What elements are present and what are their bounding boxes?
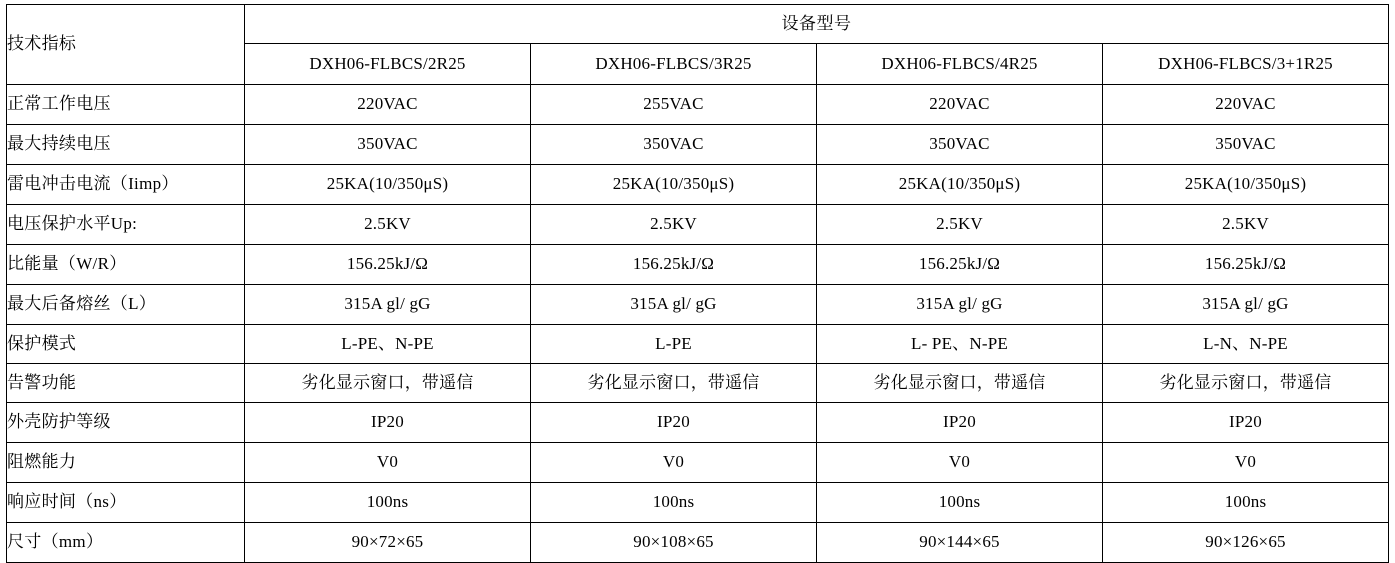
spec-sheet xyxy=(0,4,1395,551)
table-row xyxy=(7,85,1389,125)
row-value: 156.25kJ/Ω xyxy=(817,245,1103,285)
specification-table xyxy=(6,4,1389,563)
row-value: 315A gl/ gG xyxy=(1103,285,1389,325)
table-row xyxy=(7,523,1389,563)
row-value: 90×144×65 xyxy=(817,523,1103,563)
row-value: 156.25kJ/Ω xyxy=(245,245,531,285)
row-value: 100ns xyxy=(531,483,817,523)
row-value: 100ns xyxy=(1103,483,1389,523)
header-technical-index: 技术指标 xyxy=(7,5,245,85)
row-value: 2.5KV xyxy=(245,205,531,245)
row-value: L-PE、N-PE xyxy=(245,325,531,364)
row-label: 最大持续电压 xyxy=(7,125,245,165)
row-label: 响应时间（ns） xyxy=(7,483,245,523)
row-value: IP20 xyxy=(245,403,531,443)
row-value: 劣化显示窗口，带遥信 xyxy=(1103,364,1389,403)
table-row xyxy=(7,285,1389,325)
row-value: 220VAC xyxy=(1103,85,1389,125)
row-value: 315A gl/ gG xyxy=(245,285,531,325)
row-value: IP20 xyxy=(1103,403,1389,443)
row-value: IP20 xyxy=(531,403,817,443)
model-column-header: DXH06-FLBCS/3+1R25 xyxy=(1103,44,1389,85)
row-value: V0 xyxy=(531,443,817,483)
row-label: 外壳防护等级 xyxy=(7,403,245,443)
row-label: 保护模式 xyxy=(7,325,245,364)
row-value: 220VAC xyxy=(245,85,531,125)
row-label: 电压保护水平Up: xyxy=(7,205,245,245)
row-value: 25KA(10/350μS) xyxy=(817,165,1103,205)
table-row xyxy=(7,245,1389,285)
row-value: 315A gl/ gG xyxy=(531,285,817,325)
row-value: 100ns xyxy=(245,483,531,523)
row-value: 2.5KV xyxy=(531,205,817,245)
table-row xyxy=(7,125,1389,165)
table-row xyxy=(7,364,1389,403)
table-row xyxy=(7,205,1389,245)
row-value: 25KA(10/350μS) xyxy=(1103,165,1389,205)
table-row xyxy=(7,483,1389,523)
row-value: L-PE xyxy=(531,325,817,364)
row-value: 156.25kJ/Ω xyxy=(531,245,817,285)
row-value: 220VAC xyxy=(817,85,1103,125)
row-label: 正常工作电压 xyxy=(7,85,245,125)
row-value: 350VAC xyxy=(245,125,531,165)
row-value: 劣化显示窗口，带遥信 xyxy=(817,364,1103,403)
row-value: L-N、N-PE xyxy=(1103,325,1389,364)
model-column-header: DXH06-FLBCS/4R25 xyxy=(817,44,1103,85)
row-value: V0 xyxy=(245,443,531,483)
table-header-row-group xyxy=(7,5,1389,44)
row-value: 2.5KV xyxy=(1103,205,1389,245)
table-row xyxy=(7,443,1389,483)
row-value: 350VAC xyxy=(531,125,817,165)
row-value: 255VAC xyxy=(531,85,817,125)
table-row xyxy=(7,403,1389,443)
table-row xyxy=(7,165,1389,205)
row-value: 劣化显示窗口，带遥信 xyxy=(245,364,531,403)
row-value: 315A gl/ gG xyxy=(817,285,1103,325)
row-label: 尺寸（mm） xyxy=(7,523,245,563)
row-value: V0 xyxy=(817,443,1103,483)
row-value: 90×72×65 xyxy=(245,523,531,563)
row-value: 100ns xyxy=(817,483,1103,523)
row-value: IP20 xyxy=(817,403,1103,443)
row-value: L- PE、N-PE xyxy=(817,325,1103,364)
row-value: 劣化显示窗口，带遥信 xyxy=(531,364,817,403)
row-label: 雷电冲击电流（Iimp） xyxy=(7,165,245,205)
row-value: 25KA(10/350μS) xyxy=(245,165,531,205)
row-value: V0 xyxy=(1103,443,1389,483)
row-label: 告警功能 xyxy=(7,364,245,403)
table-row xyxy=(7,325,1389,364)
row-value: 2.5KV xyxy=(817,205,1103,245)
row-value: 25KA(10/350μS) xyxy=(531,165,817,205)
row-value: 156.25kJ/Ω xyxy=(1103,245,1389,285)
row-value: 90×108×65 xyxy=(531,523,817,563)
row-value: 350VAC xyxy=(817,125,1103,165)
model-column-header: DXH06-FLBCS/2R25 xyxy=(245,44,531,85)
row-label: 比能量（W/R） xyxy=(7,245,245,285)
row-label: 最大后备熔丝（L） xyxy=(7,285,245,325)
row-value: 350VAC xyxy=(1103,125,1389,165)
model-column-header: DXH06-FLBCS/3R25 xyxy=(531,44,817,85)
header-equipment-model: 设备型号 xyxy=(245,5,1389,44)
row-value: 90×126×65 xyxy=(1103,523,1389,563)
row-label: 阻燃能力 xyxy=(7,443,245,483)
